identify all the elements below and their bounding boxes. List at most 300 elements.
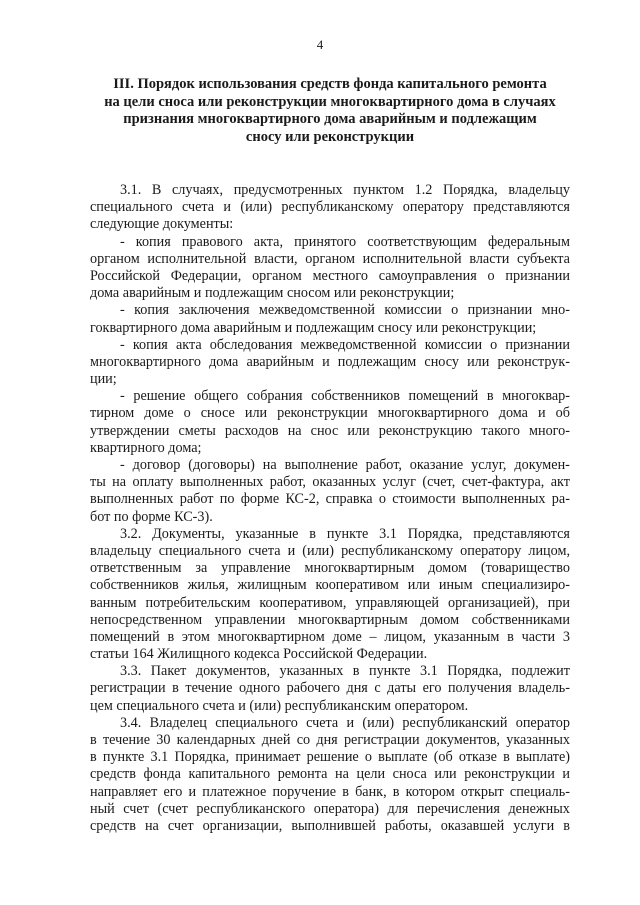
body-text-line [90, 251, 570, 268]
word: счет [167, 817, 194, 834]
word: представляются [473, 525, 570, 542]
word: реконструк- [497, 353, 570, 370]
body-text-line [90, 629, 570, 646]
word: для [387, 800, 409, 817]
word: банк, [355, 783, 387, 800]
word: Порядка, [447, 663, 502, 680]
word: принимает [235, 749, 301, 766]
word: пунктом [353, 182, 405, 198]
word: потребительским [145, 594, 251, 611]
word: капитального [188, 766, 271, 783]
word: жилищным [237, 577, 307, 594]
word: дома [209, 353, 239, 370]
body-text-line [90, 268, 570, 285]
word: календарных [176, 732, 256, 748]
body-text-line: следующие документы: [90, 216, 234, 233]
body-text-line [90, 199, 570, 216]
section-heading-line: признания многоквартирного дома аварийным и подлежащим [123, 111, 537, 127]
word: мно- [541, 302, 570, 319]
word: его [422, 680, 442, 697]
word: принятого [294, 233, 357, 250]
word: оператору [460, 542, 522, 559]
word: со [296, 732, 311, 748]
word: выполнение [284, 457, 358, 473]
word: организации, [202, 817, 283, 834]
word: средств [90, 766, 136, 783]
word: В [151, 182, 162, 198]
body-text-line [90, 766, 570, 783]
word: выполненных [462, 491, 546, 508]
word: многоквар- [502, 388, 570, 405]
word: услуги [513, 817, 555, 834]
word: и [322, 353, 330, 370]
word: Российской [90, 267, 160, 284]
word: предусмотренных [233, 182, 343, 198]
body-text-line [90, 526, 570, 543]
word: признании [505, 336, 570, 353]
word: республиканскому [281, 199, 394, 216]
word: специального [158, 542, 242, 559]
word: 30 [156, 732, 171, 748]
word: 3.3. [120, 663, 142, 680]
word: регистрации [343, 732, 420, 748]
word: 3.1 [419, 663, 438, 680]
word: регистрации [90, 680, 166, 697]
body-text-line [90, 715, 570, 732]
word: стоимости [392, 491, 456, 508]
word: соответствующим [367, 233, 477, 250]
word: управлении [214, 611, 286, 628]
word: (или) [362, 714, 395, 731]
word: с [374, 680, 381, 697]
word: республиканского [196, 800, 306, 817]
word: выполнившей [291, 817, 376, 834]
word: выполненных [90, 491, 174, 508]
word: на [112, 474, 127, 491]
word: заключения [178, 302, 250, 319]
word: договор [132, 457, 181, 473]
word: пункте [102, 749, 145, 766]
word: республиканский [402, 714, 508, 731]
word: оказанных [312, 474, 377, 491]
word: Документы, [152, 525, 225, 542]
body-text-line [90, 595, 570, 612]
word: течение [102, 732, 150, 748]
word: управляющей [355, 594, 439, 611]
word: сноса [392, 766, 427, 783]
word: даты [387, 680, 417, 697]
word: признании [505, 267, 570, 284]
word: ра- [551, 491, 570, 508]
word: или [407, 577, 431, 594]
word: многоквартирного [90, 353, 201, 370]
word: собственников [90, 577, 179, 594]
word: на [262, 457, 277, 473]
word: на [144, 817, 159, 834]
word: одного [238, 680, 281, 697]
word: - [120, 388, 125, 405]
word: о [490, 336, 498, 353]
word: счета [248, 542, 281, 559]
word: утверждении [90, 422, 170, 439]
word: и [223, 199, 231, 216]
body-text-line [90, 457, 570, 474]
body-text-line [90, 337, 570, 354]
word: или [347, 422, 370, 439]
word: (счет [157, 800, 188, 817]
word: отказе [458, 749, 497, 766]
word: Федерации, [170, 267, 242, 284]
word: владель- [518, 680, 570, 697]
word: Порядка, [407, 525, 463, 542]
section-heading-line: сносу или реконструкции [245, 128, 415, 145]
body-text-line: статьи 164 Жилищного кодекса Российской Федерации. [90, 646, 428, 663]
word: счет-фактура, [461, 474, 545, 491]
word: документов, [425, 732, 500, 748]
word: (или) [302, 542, 334, 559]
word: 3.4. [120, 714, 142, 731]
word: – [369, 628, 377, 645]
body-text-line [90, 182, 570, 199]
word: обследования [209, 336, 293, 353]
word: много- [529, 422, 570, 439]
word: в [503, 749, 510, 766]
word: 3.1. [120, 182, 142, 198]
word: 3.1 [150, 749, 169, 766]
word: (счет, [422, 474, 456, 491]
word: дня [346, 680, 368, 697]
word: в [563, 817, 570, 834]
word: котором [405, 783, 455, 800]
word: работы, [384, 817, 432, 834]
word: доме [144, 405, 174, 422]
word: дней [261, 732, 291, 748]
word: межведомственной [300, 336, 417, 353]
word: услуг, [471, 457, 507, 473]
word: правового [181, 233, 243, 250]
word: Порядка, [174, 749, 230, 766]
word: получения [447, 680, 512, 697]
word: специального [90, 199, 173, 216]
word: форме [240, 491, 280, 508]
body-text-line: цем специального счета и (или) республиканским оператором. [90, 697, 469, 714]
word: иным [438, 577, 473, 594]
word: кооперативом [315, 577, 399, 594]
word: Пакет [150, 663, 187, 680]
word: и [287, 542, 296, 559]
word: - [120, 302, 125, 319]
word: оказание [409, 457, 464, 473]
word: о [378, 491, 386, 508]
body-text-line [90, 405, 570, 422]
word: специального [215, 714, 298, 731]
body-text-line: дома аварийным и подлежащим сносом или реконструкции; [90, 285, 455, 302]
word: тирном [90, 405, 135, 422]
word: ты [90, 474, 106, 491]
word: (договоры) [188, 457, 255, 473]
word: власти, [254, 250, 298, 267]
word: о [487, 267, 495, 284]
body-text-line [90, 491, 570, 508]
word: домом [428, 560, 468, 577]
word: ванным [90, 594, 137, 611]
word: лицом, [528, 542, 570, 559]
word: органом [252, 267, 302, 284]
body-text-line: квартирного дома; [90, 439, 202, 456]
word: рабочего [286, 680, 340, 697]
word: платежное [202, 783, 267, 800]
body-text-line [90, 612, 570, 629]
word: пункте [369, 663, 411, 680]
word: кооперативом, [259, 594, 347, 611]
word: помещений [90, 628, 160, 645]
document-body [90, 182, 570, 835]
word: подлежит [511, 663, 570, 680]
word: собственниками [471, 611, 570, 628]
word: открыт [460, 783, 504, 800]
word: органом [90, 250, 140, 267]
word: по [219, 491, 235, 508]
body-text-line [90, 543, 570, 560]
word: Порядка, [443, 182, 498, 198]
word: (об [433, 749, 453, 766]
word: 3 [562, 628, 570, 645]
word: ремонта [277, 766, 328, 783]
word: дома [498, 405, 528, 422]
word: республиканскому [341, 542, 454, 559]
word: комиссии [424, 336, 483, 353]
word: владельцу [508, 182, 570, 198]
body-text-line: бот по форме КС-3). [90, 508, 213, 525]
word: признании [467, 302, 533, 319]
word: на [287, 422, 302, 439]
word: решение [306, 749, 359, 766]
word: сносе [200, 405, 235, 422]
word: об [555, 405, 570, 422]
word: течение [185, 680, 233, 697]
word: многоквартирного [377, 405, 489, 422]
word: в [90, 732, 97, 748]
word: ответственным [90, 560, 182, 577]
word: реконструкции [277, 405, 368, 422]
word: и [346, 714, 355, 731]
word: реконструкции [464, 766, 555, 783]
word: местного [312, 267, 368, 284]
word: решение [133, 388, 186, 405]
word: перечисления [416, 800, 500, 817]
word: дня [316, 732, 338, 748]
word: 3.2. [120, 525, 142, 542]
word: оплату [132, 474, 174, 491]
body-text-line [90, 749, 570, 766]
word: или [467, 353, 490, 370]
body-text-line [90, 732, 570, 749]
word: в [392, 783, 400, 800]
word: собственников [311, 388, 400, 405]
word: справка [325, 491, 373, 508]
word: исполнительной [362, 250, 462, 267]
word: в [90, 749, 97, 766]
word: денежных [508, 800, 570, 817]
section-heading-line: III. Порядок использования средств фонда капитального ремонта [113, 76, 547, 92]
word: оператор [515, 714, 570, 731]
word: при [547, 594, 570, 611]
word: копия [134, 302, 170, 319]
word: управление [221, 560, 291, 577]
word: работ, [365, 457, 402, 473]
word: счета [306, 714, 339, 731]
word: в [352, 663, 360, 680]
word: в [172, 680, 179, 697]
word: о [183, 405, 191, 422]
word: 1.2 [414, 182, 433, 198]
body-text-line [90, 388, 570, 405]
word: в [342, 783, 349, 800]
body-text-line: гоквартирного дома аварийным и подлежащим сносу или реконструкции; [90, 319, 537, 336]
word: копия [132, 336, 168, 353]
word: на [335, 766, 349, 783]
word: снос [310, 422, 339, 439]
word: цели [356, 766, 386, 783]
word: организацией), [447, 594, 539, 611]
word: (или) [240, 199, 273, 216]
word: акта, [253, 233, 284, 250]
word: Владелец [149, 714, 207, 731]
body-text-line [90, 234, 570, 251]
word: КС-2, [285, 491, 320, 508]
word: и [538, 405, 546, 422]
word: в [309, 525, 316, 542]
word: жилья, [187, 577, 229, 594]
word: или [244, 405, 268, 422]
word: исполнительной [147, 250, 247, 267]
word: специализиро- [481, 577, 570, 594]
word: пункте [326, 525, 369, 542]
word: лицом, [384, 628, 426, 645]
body-text-line [90, 474, 570, 491]
word: оператора) [313, 800, 379, 817]
word: домом [420, 611, 460, 628]
word: копия [135, 233, 171, 250]
body-text-line [90, 560, 570, 577]
word: счет [123, 800, 149, 817]
word: и [562, 766, 570, 783]
word: 3.1 [379, 525, 397, 542]
body-text-line [90, 784, 570, 801]
word: межведомственной [258, 302, 376, 319]
word: владельцу [90, 542, 152, 559]
word: части [521, 628, 556, 645]
word: работ [179, 491, 214, 508]
section-heading [70, 76, 590, 146]
word: субъекта [517, 250, 570, 267]
body-text-line [90, 354, 570, 371]
word: сметы [178, 422, 216, 439]
word: - [120, 457, 125, 473]
word: многоквартирным [297, 611, 408, 628]
word: общего [194, 388, 239, 405]
word: комиссии [384, 302, 442, 319]
word: (товарищество [480, 560, 570, 577]
word: средств [90, 817, 136, 834]
word: специаль- [509, 783, 570, 800]
word: в [486, 388, 494, 405]
word: о [364, 749, 372, 766]
word: фонда [143, 766, 181, 783]
body-text-line [90, 302, 570, 319]
word: реконструкцию [378, 422, 473, 439]
word: многоквартирным [304, 560, 415, 577]
word: за [195, 560, 208, 577]
body-text-line [90, 663, 570, 680]
word: его [163, 783, 183, 800]
word: подлежащим [337, 353, 417, 370]
word: поручение [272, 783, 337, 800]
word: доме [332, 628, 362, 645]
word: указанные [235, 525, 299, 542]
word: самоуправления [378, 267, 477, 284]
page-number: 4 [316, 37, 324, 52]
word: многоквартирном [217, 628, 325, 645]
word: - [120, 233, 125, 250]
body-text-line: ции; [90, 371, 117, 388]
word: непосредственном [90, 611, 203, 628]
word: власти [469, 250, 510, 267]
section-heading-line: на цели сноса или реконструкции многоквартирного дома в случаях [104, 93, 556, 110]
body-text-line [90, 818, 570, 835]
word: акт [550, 474, 570, 491]
word: собрания [246, 388, 303, 405]
word: и [188, 783, 197, 800]
word: представляются [473, 199, 570, 216]
word: выплате) [515, 749, 570, 766]
word: указанных [506, 732, 570, 748]
body-text-line [90, 423, 570, 440]
word: оказавшей [440, 817, 505, 834]
word: о [451, 302, 459, 319]
word: в [507, 628, 514, 645]
word: акта [175, 336, 202, 353]
body-text-line [90, 680, 570, 697]
word: ный [90, 800, 115, 817]
word: выполненных [179, 474, 264, 491]
word: в [167, 628, 175, 645]
word: аварийным [246, 353, 314, 370]
word: федеральным [487, 233, 570, 250]
word: счета [181, 199, 215, 216]
word: - [120, 336, 125, 353]
word: указанным [433, 628, 500, 645]
word: услуг [382, 474, 416, 491]
word: органом [305, 250, 355, 267]
word: указанных [279, 663, 344, 680]
word: расходов [224, 422, 279, 439]
word: такого [481, 422, 520, 439]
word: этом [181, 628, 210, 645]
word: документов, [195, 663, 271, 680]
word: помещений [408, 388, 479, 405]
body-text-line [90, 801, 570, 818]
word: направляет [90, 783, 158, 800]
word: оператору [402, 199, 464, 216]
word: выплате [378, 749, 428, 766]
word: или [434, 766, 457, 783]
body-text-line [90, 577, 570, 594]
word: докумен- [514, 457, 570, 473]
word: случаях, [172, 182, 224, 198]
word: сносу [424, 353, 459, 370]
word: работ, [269, 474, 306, 491]
